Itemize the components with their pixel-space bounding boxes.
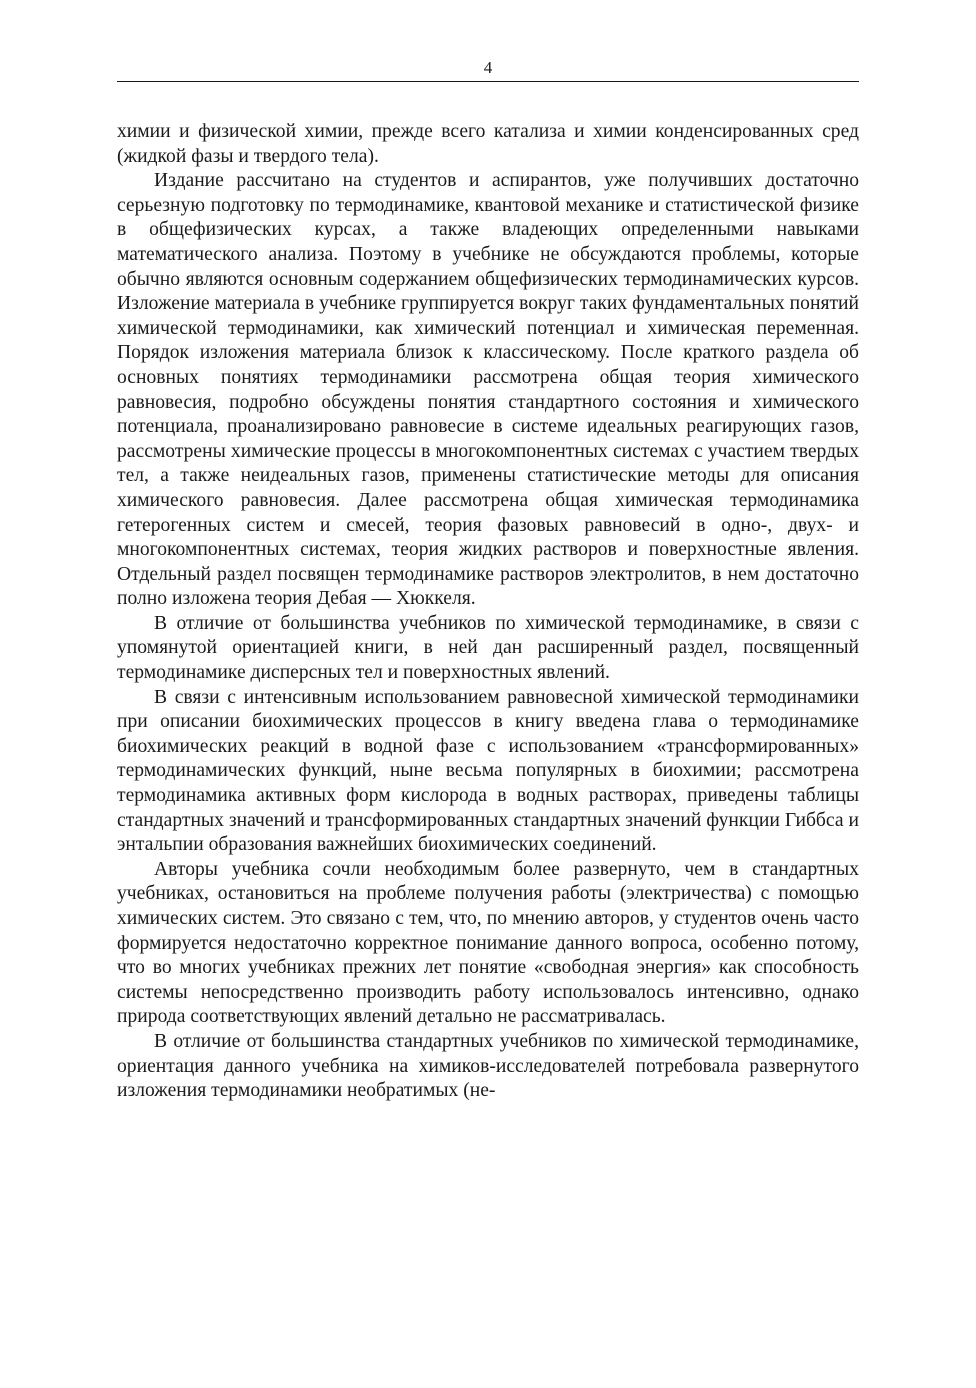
page [117,56,859,1104]
body-text [117,120,859,1104]
paragraph-2: Издание рассчитано на студентов и аспирантов, уже получивших достаточно серьезную подготовку по термодинамике, квантовой механике и статистической физике в общефизических курсах, а также владеющих определенными навыками математического анализа. Поэтому в учебнике не обсуждаются проблемы, которые обычно являются основным содержанием общефизических термодинамических курсов. Изложение материала в учебнике группируется вокруг таких фундаментальных понятий химической термодинамики, как химический потенциал и химическая переменная. Порядок изложения материала близок к классическому. После краткого раздела об основных понятиях термодинамики рассмотрена общая теория химического равновесия, подробно обсуждены понятия стандартного состояния и химического потенциала, проанализировано равновесие в системе идеальных реагирующих газов, рассмотрены химические процессы в многокомпонентных системах с участием твердых тел, а также неидеальных газов, применены статистические методы для описания химического равновесия. Далее рассмотрена общая химическая термодинамика гетерогенных систем и смесей, теория фазовых равновесий в одно-, двух- и многокомпонентных системах, теория жидких растворов и поверхностные явления. Отдельный раздел посвящен термодинамике растворов электролитов, в нем достаточно полно изложена теория Дебая — Хюккеля. [117,170,859,610]
paragraph-3: В отличие от большинства учебников по химической термодинамике, в связи с упомянутой ориентацией книги, в ней дан расширенный раздел, посвященный термодинамике дисперсных тел и поверхностных явлений. [117,612,859,684]
header-rule [117,81,859,82]
paragraph-5: Авторы учебника сочли необходимым более развернуто, чем в стандартных учебниках, остановиться на проблеме получения работы (электричества) с помощью химических систем. Это связано с тем, что, по мнению авторов, у студентов очень часто формируется недостаточно корректное понимание данного вопроса, особенно потому, что во многих учебниках прежних лет понятие «свободная энергия» как способность системы непосредственно производить работу использовалось интенсивно, однако природа соответствующих явлений детально не рассматривалась. [117,858,859,1028]
page-number: 4 [483,58,493,77]
paragraph-1: химии и физической химии, прежде всего катализа и химии конденсированных сред (жидкой фазы и твердого тела). [117,121,859,167]
paragraph-4: В связи с интенсивным использованием равновесной химической термодинамики при описании биохимических процессов в книгу введена глава о термодинамике биохимических реакций в водной фазе с использованием «трансформированных» термодинамических функций, ныне весьма популярных в биохимии; рассмотрена термодинамика активных форм кислорода в водных растворах, приведены таблицы стандартных значений и трансформированных стандартных значений функции Гиббса и энтальпии образования важнейших биохимических соединений. [117,686,859,856]
paragraph-6: В отличие от большинства стандартных учебников по химической термодинамике, ориентация данного учебника на химиков-исследователей потребовала развернутого изложения термодинамики необратимых (не- [117,1030,859,1102]
